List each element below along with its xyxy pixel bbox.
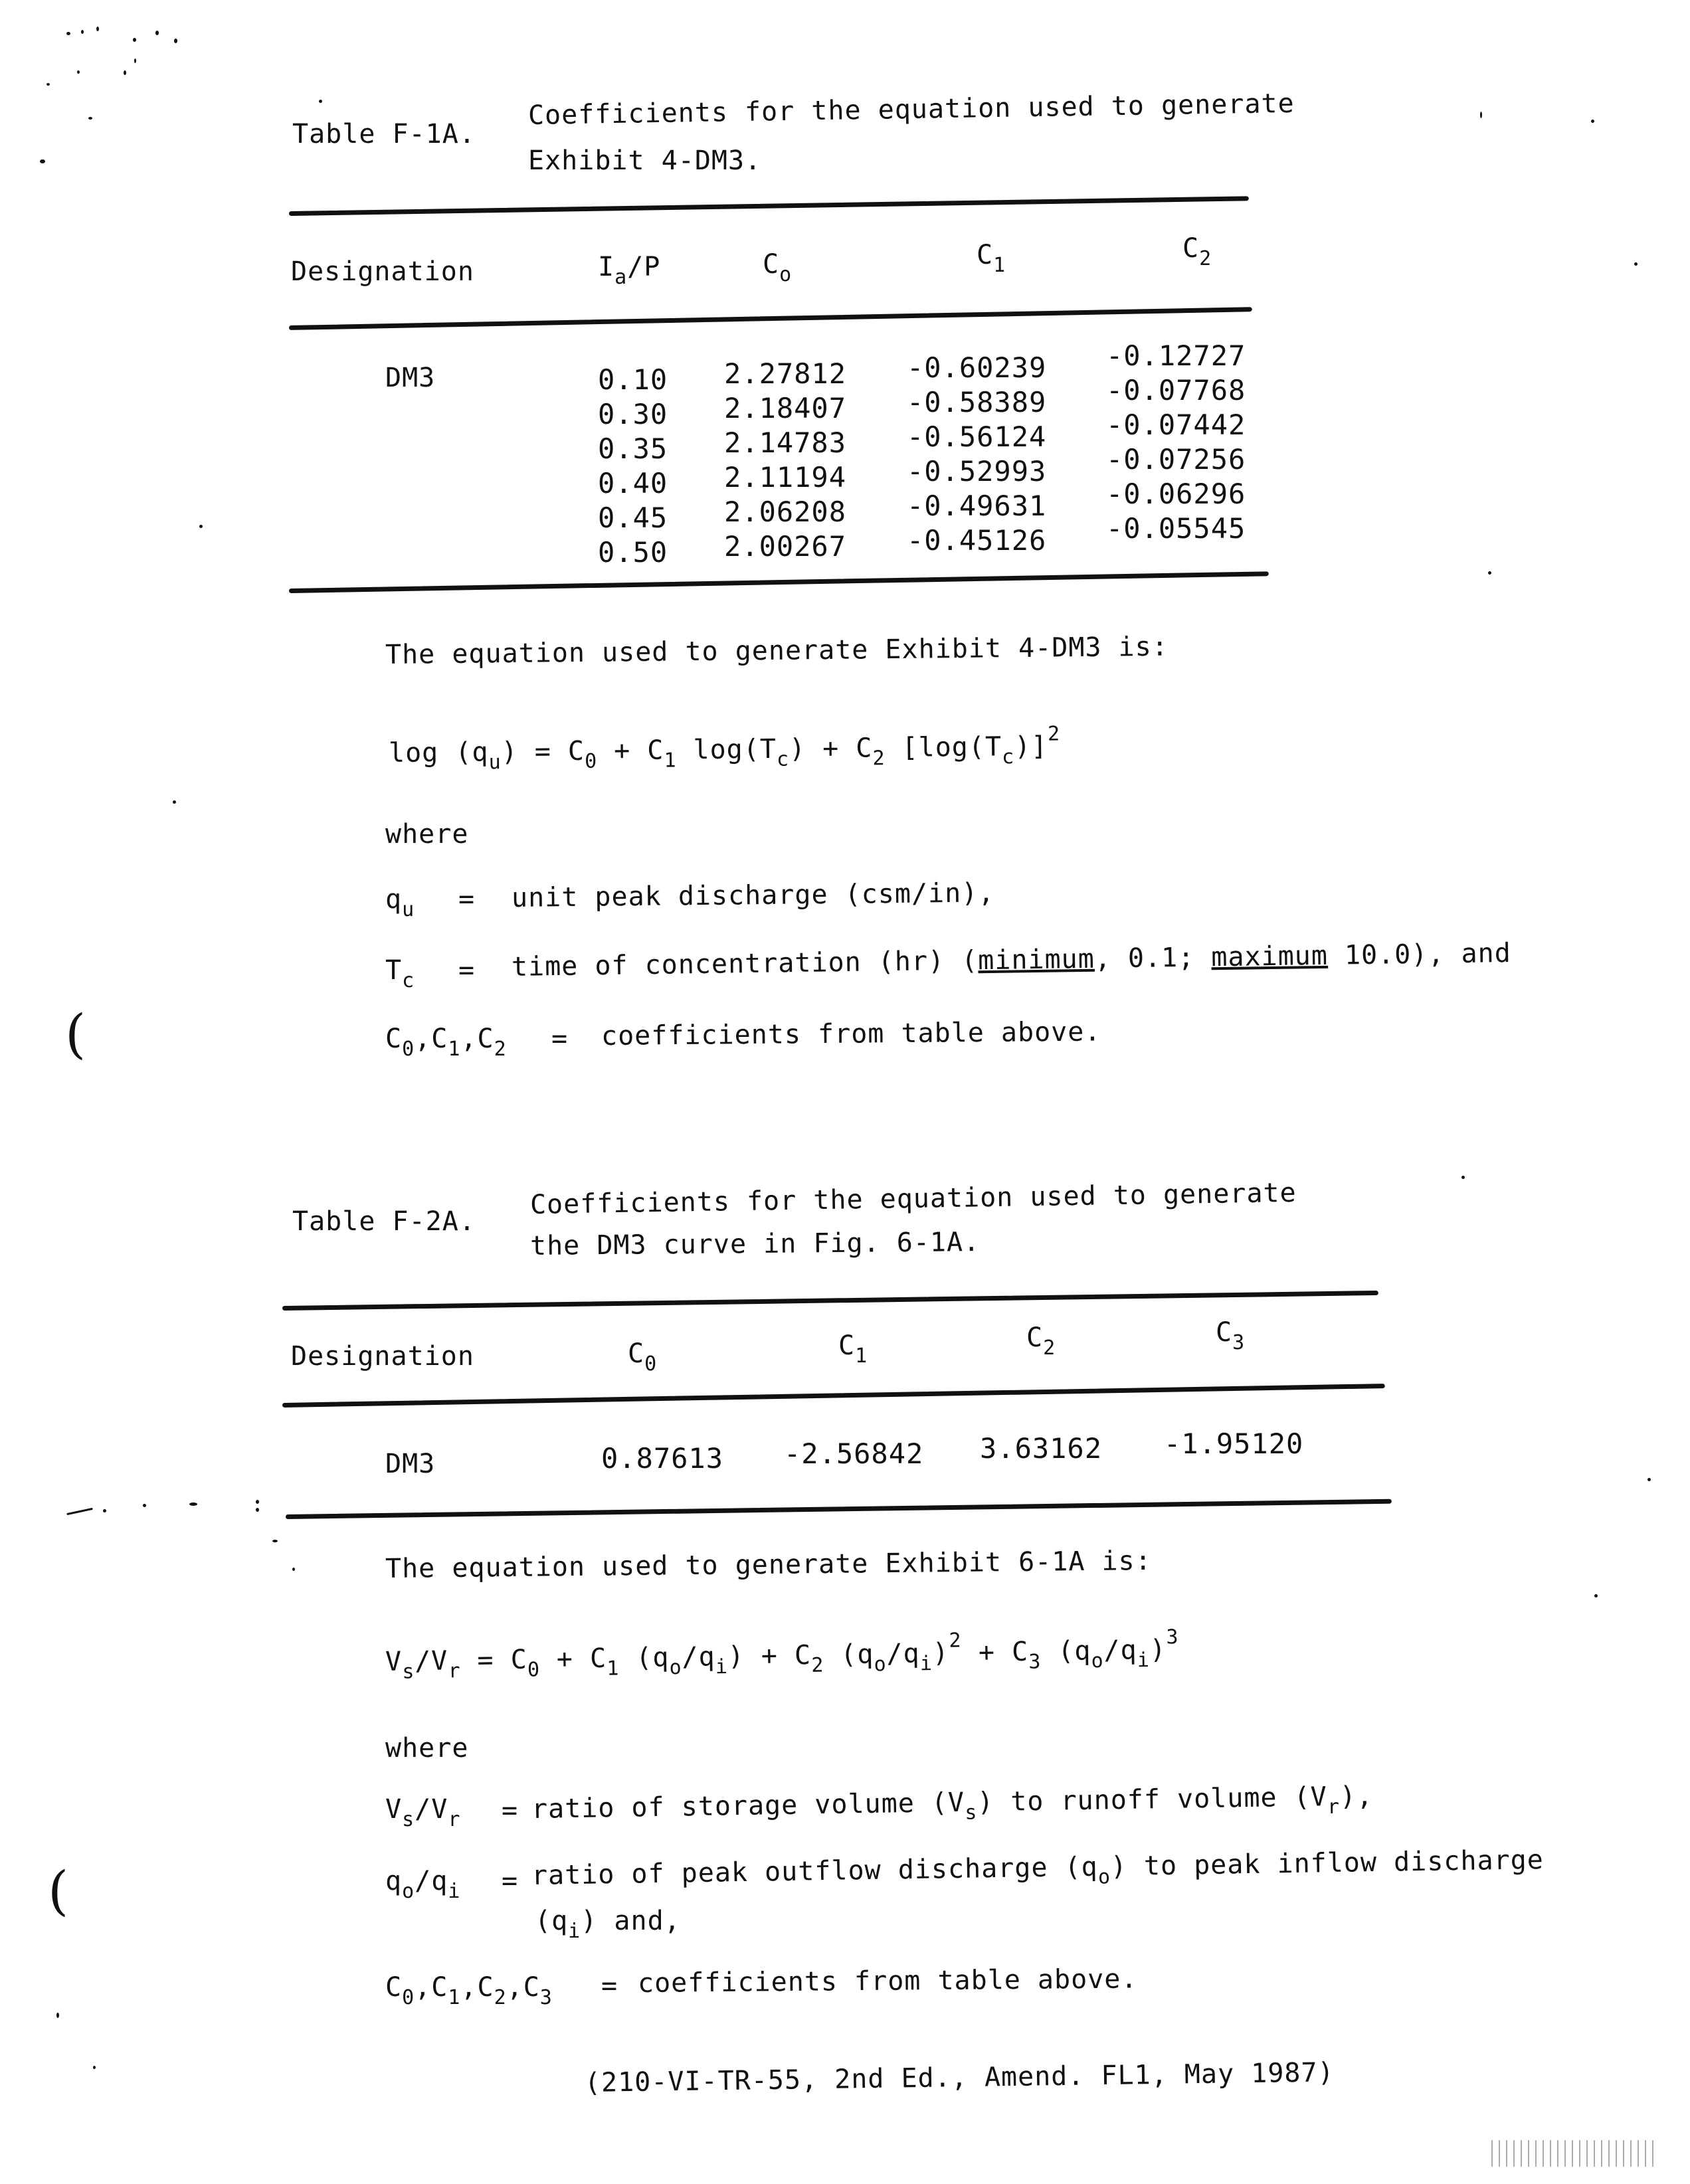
table2-header-designation: Designation xyxy=(291,1341,474,1372)
table1-cell-c0: 2.11194 xyxy=(724,461,847,494)
eq2-slash-v: /V xyxy=(414,1645,448,1677)
table1-caption-line1: Coefficients for the equation used to generate xyxy=(527,88,1295,131)
eq2-qo-sub2: o xyxy=(874,1653,887,1677)
coef-c2-sub: 2 xyxy=(494,1038,507,1061)
table1-caption-line2: Exhibit 4-DM3. xyxy=(528,145,762,176)
table1-cell-c0: 2.27812 xyxy=(724,357,847,390)
eq1-def-coef-equals: = xyxy=(551,1024,569,1054)
ratio-q-text-a: ratio of peak outflow discharge (q xyxy=(531,1851,1099,1891)
scan-noise-block xyxy=(1491,2140,1657,2167)
eq2-def-coef-text: coefficients from table above. xyxy=(637,1963,1138,1999)
ratio-q-text-b: ) to peak inflow discharge xyxy=(1110,1845,1545,1882)
vs-symbol: V xyxy=(385,1794,403,1825)
table1-cell-c2: -0.06296 xyxy=(1106,478,1246,510)
eq2-def-ratio-v-text xyxy=(531,1780,1374,1825)
table1-cell-c1: -0.56124 xyxy=(907,420,1047,453)
eq2-def-ratio-v-equals: = xyxy=(502,1795,519,1826)
equation2-where: where xyxy=(385,1733,469,1764)
table1-cell-c1: -0.52993 xyxy=(907,455,1047,488)
ratio-q-cont-b: ) and, xyxy=(581,1906,681,1936)
eq2-plus-c2: + C xyxy=(744,1639,812,1672)
t2-c0-sub: 0 xyxy=(644,1352,658,1376)
page-footer-reference: (210-VI-TR-55, 2nd Ed., Amend. FL1, May 1987) xyxy=(584,2057,1335,2098)
eq2-slash-q3: /q xyxy=(1103,1635,1138,1667)
eq1-c0-sub: 0 xyxy=(584,749,598,773)
eq2-qi-sub3: i xyxy=(1137,1648,1151,1673)
t2coef-c0-sub: 0 xyxy=(402,1986,415,2009)
eq1-plus-c2: ) + C xyxy=(789,733,873,765)
eq1-def-coef-symbol xyxy=(385,1023,507,1061)
eq2-c1-sub: 1 xyxy=(607,1657,620,1681)
eq1-log-q: log (q xyxy=(388,737,489,769)
eq1-def-qu-symbol xyxy=(385,883,415,921)
table1-header-rule xyxy=(289,307,1252,330)
table2-bottom-rule xyxy=(286,1499,1392,1519)
eq1-tc-sub2: c xyxy=(1001,745,1015,769)
qi-symbol: /q xyxy=(415,1866,448,1896)
c2-subscript: 2 xyxy=(1199,247,1212,270)
table1-cell-c2: -0.07256 xyxy=(1106,443,1246,476)
t2coef-c3: ,C xyxy=(506,1972,540,2003)
eq2-open1: (q xyxy=(618,1642,670,1674)
equation1-where: where xyxy=(385,819,469,850)
t2-c0-symbol: C xyxy=(628,1338,645,1369)
tc-sub: c xyxy=(402,969,415,992)
eq2-plus-c3: + C xyxy=(961,1636,1029,1669)
eq2-qi-sub2: i xyxy=(919,1652,933,1676)
table2-row-designation: DM3 xyxy=(385,1449,436,1479)
tc-text-b: , 0.1; xyxy=(1094,942,1212,974)
vr-symbol: /V xyxy=(415,1794,448,1825)
t2-c3-symbol: C xyxy=(1216,1317,1233,1348)
t2coef-c0: C xyxy=(385,1972,403,2003)
ratio-v-text-b: ) to runoff volume (V xyxy=(977,1781,1328,1818)
table1-cell-ia_p: 0.30 xyxy=(598,398,668,430)
equation2-formula xyxy=(385,1625,1180,1684)
ratio-v-text-a: ratio of storage volume (V xyxy=(531,1787,965,1825)
ia-subscript: a xyxy=(614,266,628,289)
eq1-def-coef-text: coefficients from table above. xyxy=(601,1016,1101,1051)
t2-c2-symbol: C xyxy=(1026,1322,1044,1353)
eq1-tc-sub: c xyxy=(776,747,790,771)
ratio-q-sub1: o xyxy=(1097,1865,1111,1889)
ratio-v-text-c: ), xyxy=(1339,1781,1374,1812)
eq2-qo-sub3: o xyxy=(1091,1649,1104,1673)
c1-symbol: C xyxy=(977,240,994,270)
t2-c1-symbol: C xyxy=(838,1330,856,1361)
table1-cell-c0: 2.14783 xyxy=(724,426,847,459)
table1-cell-c1: -0.45126 xyxy=(907,524,1047,557)
table1-cell-c1: -0.58389 xyxy=(907,386,1047,418)
t2coef-c2-sub: 2 xyxy=(494,1986,507,2009)
table1-cell-ia_p: 0.10 xyxy=(598,363,668,396)
ratio-q-cont-sub: i xyxy=(568,1920,581,1943)
ia-tail: /P xyxy=(627,252,661,282)
eq1-bracket: [log(T xyxy=(885,731,1002,764)
qo-sub: o xyxy=(402,1880,415,1903)
qo-symbol: q xyxy=(385,1866,403,1896)
eq1-c2-sub: 2 xyxy=(872,747,886,771)
table1-bottom-rule xyxy=(289,571,1269,593)
table1-cell-c2: -0.05545 xyxy=(1106,512,1246,545)
eq2-def-ratio-q-text xyxy=(531,1844,1545,1892)
table2-row-c2: 3.63162 xyxy=(980,1432,1103,1465)
table1-cell-c0: 2.18407 xyxy=(724,392,847,424)
t2coef-c1: ,C xyxy=(415,1972,448,2003)
table2-caption-line1: Coefficients for the equation used to generate xyxy=(529,1177,1297,1220)
coef-c1: ,C xyxy=(415,1024,448,1054)
table1-top-rule xyxy=(289,196,1249,216)
table1-label: Table F-1A. xyxy=(292,119,476,149)
eq2-vr-sub: r xyxy=(448,1659,461,1683)
eq2-qo-sub1: o xyxy=(669,1655,682,1680)
eq1-def-qu-equals: = xyxy=(458,884,476,915)
qu-sub: u xyxy=(402,898,415,921)
table1-header-designation: Designation xyxy=(291,256,474,287)
eq1-def-tc-text xyxy=(512,937,1511,983)
eq2-c3-sub: 3 xyxy=(1028,1650,1042,1674)
eq1-close-bracket: )] xyxy=(1014,731,1048,763)
table1-cell-c0: 2.00267 xyxy=(724,530,847,563)
eq2-def-ratio-q-equals: = xyxy=(502,1866,519,1896)
eq1-def-tc-symbol xyxy=(385,955,415,992)
table1-cell-ia_p: 0.50 xyxy=(598,536,668,569)
table1-cell-c1: -0.49631 xyxy=(907,490,1047,522)
coef-c2: ,C xyxy=(460,1024,494,1054)
tc-max-word: maximum xyxy=(1211,940,1329,973)
eq1-def-qu-text: unit peak discharge (csm/in), xyxy=(511,877,995,913)
eq2-open3: (q xyxy=(1040,1635,1091,1667)
table1-cell-c2: -0.07442 xyxy=(1106,409,1246,441)
c2-symbol: C xyxy=(1182,233,1200,264)
table2-header-c1 xyxy=(838,1330,868,1368)
eq2-def-ratio-q-cont xyxy=(535,1905,681,1943)
eq2-equals-c: = C xyxy=(460,1644,528,1677)
table2-row-c1: -2.56842 xyxy=(784,1437,924,1470)
eq2-qi-sub1: i xyxy=(715,1655,729,1679)
table1-cell-c1: -0.60239 xyxy=(907,351,1047,384)
table1-cell-ia_p: 0.45 xyxy=(598,501,668,534)
eq2-def-ratio-q-symbol xyxy=(385,1865,461,1903)
table1-cell-c0: 2.06208 xyxy=(724,496,847,528)
eq2-def-coef-symbol xyxy=(385,1971,553,2009)
eq2-c2-sub: 2 xyxy=(811,1653,824,1677)
coef-c0-sub: 0 xyxy=(402,1038,415,1061)
qu-symbol: q xyxy=(385,884,403,915)
equation1-intro: The equation used to generate Exhibit 4-DM3 is: xyxy=(385,631,1169,670)
table2-header-c0 xyxy=(628,1338,658,1376)
table2-top-rule xyxy=(282,1291,1378,1311)
margin-paren-mark: ( xyxy=(65,1003,86,1065)
c1-subscript: 1 xyxy=(993,254,1006,277)
eq2-v: V xyxy=(385,1646,403,1677)
equation2-intro: The equation used to generate Exhibit 6-1A is: xyxy=(385,1545,1152,1584)
c0-subscript: o xyxy=(779,263,793,286)
eq1-q-sub: u xyxy=(488,751,502,774)
eq1-exponent: 2 xyxy=(1047,722,1061,746)
table2-caption-line2: the DM3 curve in Fig. 6-1A. xyxy=(529,1227,981,1261)
eq2-def-ratio-v-symbol xyxy=(385,1793,461,1831)
eq1-plus-c1: + C xyxy=(597,735,664,767)
table2-row-c0: 0.87613 xyxy=(601,1442,724,1475)
table1-header-c0 xyxy=(763,248,793,286)
eq2-def-coef-equals: = xyxy=(601,1971,618,2001)
eq2-plus-c1: + C xyxy=(539,1643,607,1675)
ratio-v-sub1: s xyxy=(965,1801,978,1825)
tc-symbol: T xyxy=(385,955,403,986)
vr-sub: r xyxy=(448,1808,461,1831)
eq2-close1: ) xyxy=(727,1641,745,1672)
table2-header-rule xyxy=(282,1384,1385,1408)
table1-cell-ia_p: 0.35 xyxy=(598,432,668,465)
t2-c2-sub: 2 xyxy=(1043,1336,1056,1360)
table1-designation: DM3 xyxy=(385,363,436,393)
eq2-open2: (q xyxy=(823,1639,874,1671)
t2coef-c3-sub: 3 xyxy=(539,1986,553,2009)
eq2-exp3: 3 xyxy=(1166,1625,1179,1649)
table2-row-c3: -1.95120 xyxy=(1164,1427,1304,1460)
ratio-v-sub2: r xyxy=(1327,1795,1341,1819)
table1-header-ia-p xyxy=(598,251,661,289)
table1-header-c2 xyxy=(1182,232,1212,270)
t2coef-c1-sub: 1 xyxy=(448,1986,461,2009)
ia-symbol: I xyxy=(598,252,615,282)
table2-label: Table F-2A. xyxy=(292,1206,476,1237)
equation1-formula xyxy=(388,722,1061,774)
coef-c1-sub: 1 xyxy=(448,1038,461,1061)
table1-cell-ia_p: 0.40 xyxy=(598,467,668,500)
eq1-def-tc-equals: = xyxy=(458,955,476,986)
t2coef-c2: ,C xyxy=(460,1972,494,2003)
tc-text-c: 10.0), and xyxy=(1327,937,1512,971)
eq2-slash-q2: /q xyxy=(886,1638,920,1670)
tc-text-a: time of concentration (hr) ( xyxy=(511,945,979,982)
table1-cell-c2: -0.12727 xyxy=(1106,339,1246,372)
table1-cell-c2: -0.07768 xyxy=(1106,374,1246,407)
eq2-slash-q1: /q xyxy=(682,1641,715,1673)
eq1-c1-sub: 1 xyxy=(664,749,677,773)
vs-sub: s xyxy=(402,1808,415,1831)
t2-c1-sub: 1 xyxy=(855,1344,868,1368)
margin-paren-mark: ( xyxy=(48,1860,69,1922)
eq2-close3: ) xyxy=(1149,1634,1167,1665)
eq2-c0-sub: 0 xyxy=(527,1658,541,1682)
table1-header-c1 xyxy=(977,239,1006,277)
eq2-exp2: 2 xyxy=(949,1629,962,1653)
c0-symbol: C xyxy=(763,249,780,280)
table2-header-c2 xyxy=(1026,1322,1056,1360)
t2-c3-sub: 3 xyxy=(1232,1331,1246,1354)
qi-sub: i xyxy=(448,1880,461,1903)
tc-min-word: minimum xyxy=(977,943,1095,976)
eq2-close2: ) xyxy=(932,1637,950,1669)
eq1-log-tc: log(T xyxy=(676,733,777,766)
coef-c0: C xyxy=(385,1024,403,1054)
ratio-q-cont-a: (q xyxy=(535,1906,569,1936)
table2-header-c3 xyxy=(1216,1317,1246,1354)
eq2-vs-sub: s xyxy=(402,1660,415,1684)
eq1-equals-c: ) = C xyxy=(501,735,585,768)
